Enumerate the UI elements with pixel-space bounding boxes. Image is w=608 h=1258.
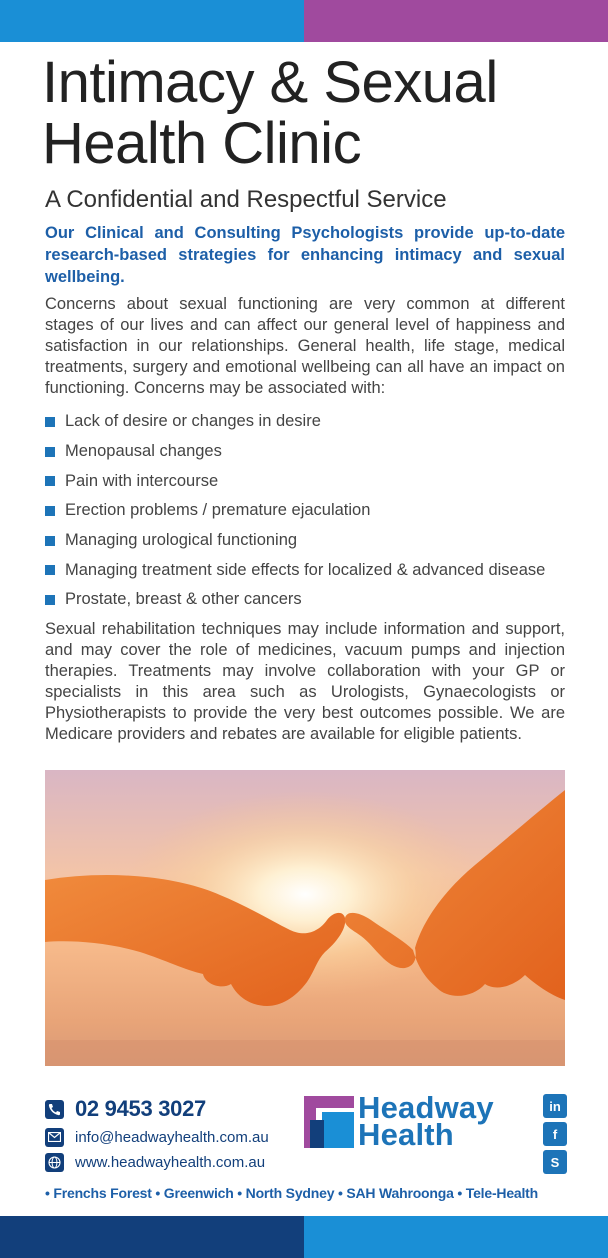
list-item-text: Prostate, breast & other cancers bbox=[65, 590, 302, 609]
list-item-text: Lack of desire or changes in desire bbox=[65, 412, 321, 431]
hands-sunset-photo bbox=[45, 770, 565, 1066]
website-link[interactable]: www.headwayhealth.com.au bbox=[75, 1153, 266, 1171]
list-item-text: Managing treatment side effects for localized & advanced disease bbox=[65, 560, 546, 579]
top-band-blue bbox=[0, 0, 304, 42]
list-item-text: Menopausal changes bbox=[65, 442, 222, 461]
phone-number[interactable]: 02 9453 3027 bbox=[75, 1096, 206, 1121]
bullet-square-icon bbox=[45, 565, 55, 575]
page-subtitle: A Confidential and Respectful Service bbox=[45, 186, 447, 213]
bullet-square-icon bbox=[45, 476, 55, 486]
contact-block bbox=[45, 1095, 315, 1174]
skype-icon[interactable]: S bbox=[543, 1150, 567, 1174]
intro-paragraph: Concerns about sexual functioning are very common at different stages of our lives and can affect our general level of happiness and satisfaction in our relationships. General health, life stage, medical treatments, surgery and emotional wellbeing can all have an impact on functioning. Concerns may be associated with: bbox=[45, 295, 565, 397]
list-item bbox=[45, 437, 565, 467]
facebook-icon[interactable]: f bbox=[543, 1122, 567, 1146]
linkedin-icon[interactable]: in bbox=[543, 1094, 567, 1118]
title-line-2: Health Clinic bbox=[42, 111, 362, 176]
logo-mark-icon bbox=[304, 1096, 354, 1148]
bullet-square-icon bbox=[45, 595, 55, 605]
page-title bbox=[42, 52, 565, 174]
list-item-text: Pain with intercourse bbox=[65, 471, 219, 490]
main-content bbox=[42, 50, 565, 745]
email-icon bbox=[45, 1128, 64, 1147]
bullet-square-icon bbox=[45, 506, 55, 516]
logo-wordmark bbox=[358, 1090, 494, 1152]
globe-icon bbox=[45, 1153, 64, 1172]
list-item bbox=[45, 466, 565, 496]
top-band-purple bbox=[304, 0, 608, 42]
social-links bbox=[543, 1094, 567, 1178]
conditions-list bbox=[45, 407, 565, 615]
logo-line-1: Headway bbox=[358, 1090, 494, 1125]
list-item bbox=[45, 496, 565, 526]
website-row[interactable] bbox=[45, 1150, 315, 1174]
list-item bbox=[45, 585, 565, 615]
email-link[interactable]: info@headwayhealth.com.au bbox=[75, 1128, 269, 1146]
title-line-1: Intimacy & Sexual bbox=[42, 50, 498, 115]
list-item bbox=[45, 555, 565, 585]
headway-health-logo bbox=[304, 1090, 534, 1152]
bullet-square-icon bbox=[45, 536, 55, 546]
phone-icon bbox=[45, 1100, 64, 1119]
top-color-band bbox=[0, 0, 608, 42]
list-item bbox=[45, 407, 565, 437]
bullet-square-icon bbox=[45, 417, 55, 427]
treatment-paragraph: Sexual rehabilitation techniques may include information and support, and may cover the role of medicines, vacuum pumps and injection therapies. Treatments may involve collaboration with your GP or specialists in this area such as Urologists, Gynaecologists or Physiotherapists to provide the very best outcomes possible. We are Medicare providers and rebates are available for eligible patients. bbox=[45, 619, 565, 743]
phone-row[interactable] bbox=[45, 1095, 315, 1123]
bottom-band-navy bbox=[0, 1216, 304, 1258]
bottom-color-band bbox=[0, 1216, 608, 1258]
list-item-text: Erection problems / premature ejaculation bbox=[65, 501, 371, 520]
list-item bbox=[45, 526, 565, 556]
email-row[interactable] bbox=[45, 1124, 315, 1150]
lead-paragraph: Our Clinical and Consulting Psychologists provide up-to-date research-based strategies for enhancing intimacy and sexual wellbeing. bbox=[45, 224, 565, 286]
bullet-square-icon bbox=[45, 447, 55, 457]
locations-list: • Frenchs Forest • Greenwich • North Sydney • SAH Wahroonga • Tele-Health bbox=[45, 1185, 538, 1201]
bottom-band-blue bbox=[304, 1216, 608, 1258]
logo-line-2: Health bbox=[358, 1117, 454, 1152]
list-item-text: Managing urological functioning bbox=[65, 531, 298, 550]
